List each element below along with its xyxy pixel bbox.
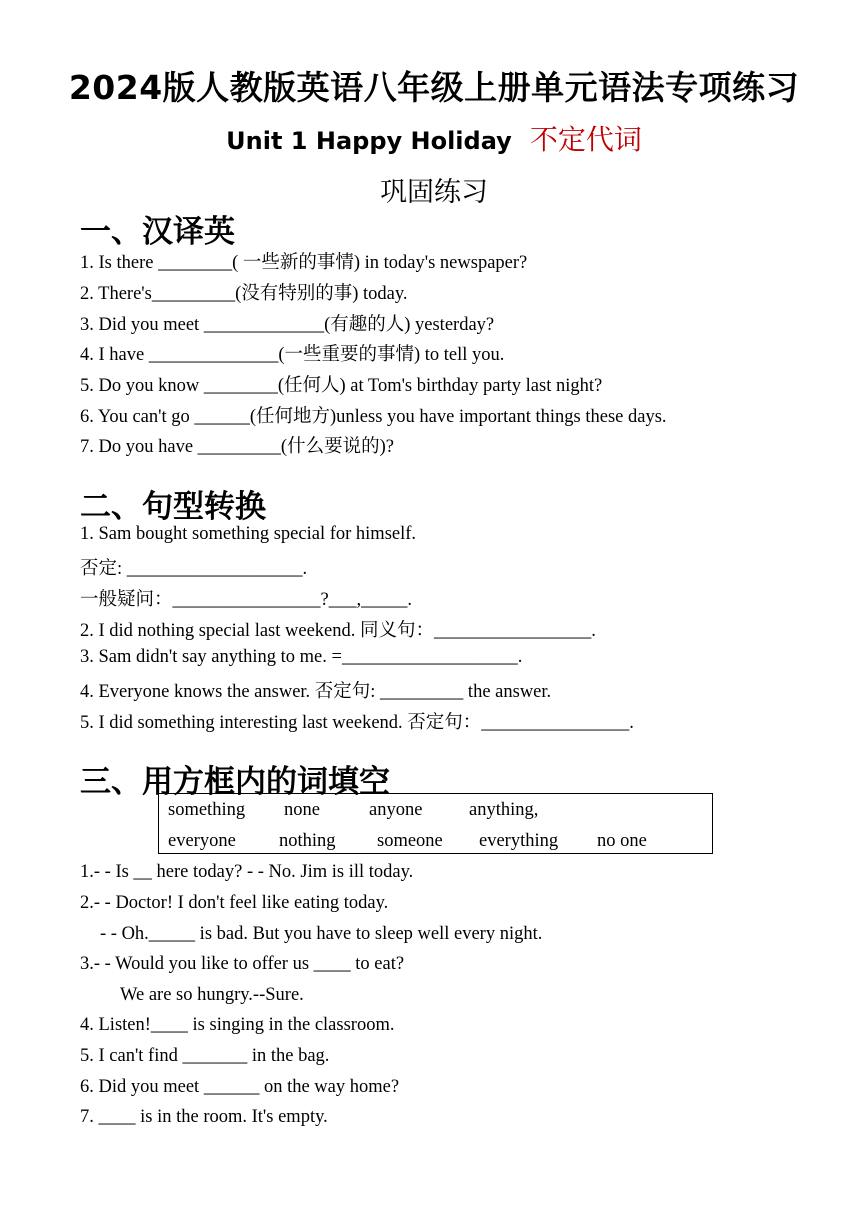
word: everyone [168,831,236,851]
s3-item-4: 4. Listen!____ is singing in the classroom. [80,1015,395,1035]
practice-heading: 巩固练习 [380,177,488,208]
s2-question: 一般疑问：________________?___,_____. [80,590,412,610]
page-title: 2024版人教版英语八年级上册单元语法专项练习 [68,68,800,107]
s2-item-2: 2. I did nothing special last weekend. 同义句：_________________. [80,621,596,641]
s3-item-2-reply: - - Oh._____ is bad. But you have to sleep well every night. [100,924,543,944]
s3-item-6: 6. Did you meet ______ on the way home? [80,1077,400,1097]
section2-heading: 二、句型转换 [80,489,266,525]
topic-label: 不定代词 [529,123,642,156]
s1-item-5: 5. Do you know ________(任何人) at Tom's birthday party last night? [80,376,603,396]
s3-item-5: 5. I can't find _______ in the bag. [80,1046,330,1066]
s1-item-1: 1. Is there ________( 一些新的事情) in today's newspaper? [80,253,528,273]
s2-item-4: 4. Everyone knows the answer. 否定句: _________ the answer. [80,682,552,702]
word: no one [597,831,647,851]
unit-name: Unit 1 Happy Holiday [226,127,512,155]
s3-item-3: 3.- - Would you like to offer us ____ to eat? [80,954,405,974]
s1-item-4: 4. I have ______________(一些重要的事情) to tell you. [80,345,505,365]
s2-negative: 否定: ___________________. [80,559,308,579]
word: everything [479,831,559,851]
section3-heading: 三、用方框内的词填空 [80,764,390,800]
s1-item-6: 6. You can't go ______(任何地方)unless you have important things these days. [80,407,667,427]
s3-item-7: 7. ____ is in the room. It's empty. [80,1107,328,1127]
s3-item-1: 1.- - Is __ here today? - - No. Jim is ill today. [80,862,414,882]
s3-item-2: 2.- - Doctor! I don't feel like eating today. [80,893,389,913]
section1-heading: 一、汉译英 [80,214,235,250]
word: nothing [279,831,336,851]
s1-item-2: 2. There's_________(没有特别的事) today. [80,284,408,304]
s2-item-1: 1. Sam bought something special for himself. [80,524,417,544]
word: none [284,800,320,820]
word: anyone [369,800,423,820]
word: someone [377,831,443,851]
unit-subtitle [0,118,868,158]
s1-item-3: 3. Did you meet _____________(有趣的人) yesterday? [80,315,495,335]
s3-item-3-reply: We are so hungry.--Sure. [120,985,304,1005]
word-box [158,793,713,854]
s2-item-3: 3. Sam didn't say anything to me. =___________________. [80,647,523,667]
s1-item-7: 7. Do you have _________(什么要说的)? [80,437,394,457]
word: something [168,800,246,820]
word: anything, [469,800,539,820]
s2-item-5: 5. I did something interesting last weekend. 否定句：________________. [80,713,634,733]
